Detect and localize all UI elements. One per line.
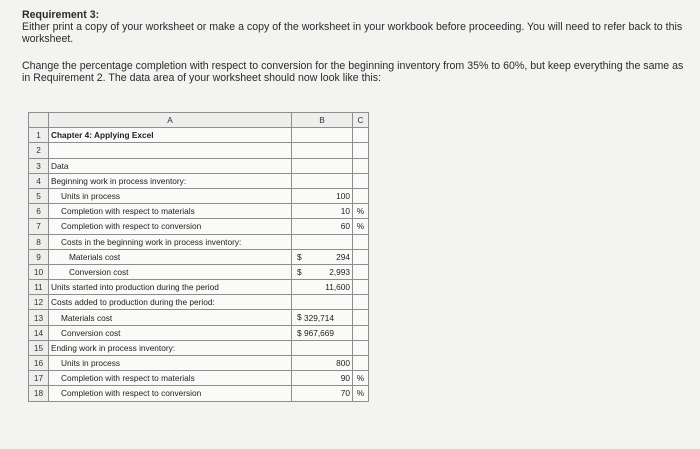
sheet-row — [29, 280, 369, 295]
cell-a-text: Beginning work in process inventory: — [51, 175, 187, 186]
cell-b-value: 10 — [340, 206, 350, 217]
row-number[interactable]: 2 — [29, 143, 49, 158]
sheet-row — [29, 173, 369, 188]
cell-a[interactable] — [49, 386, 292, 401]
sheet-row — [29, 325, 369, 340]
cell-b[interactable] — [292, 219, 353, 234]
cell-b[interactable] — [292, 264, 353, 279]
cell-b-value: 60 — [340, 221, 350, 232]
currency-symbol: $ — [297, 266, 302, 277]
cell-b-value: 70 — [340, 388, 350, 399]
cell-b-value: 2,993 — [329, 266, 350, 277]
cell-a[interactable] — [49, 204, 292, 219]
cell-a[interactable] — [49, 249, 292, 264]
cell-b[interactable] — [292, 188, 353, 203]
sheet-row — [29, 219, 369, 234]
cell-c[interactable] — [353, 295, 369, 310]
cell-c[interactable] — [353, 128, 369, 143]
cell-a-text: Ending work in process inventory: — [51, 342, 176, 353]
cell-a[interactable] — [49, 371, 292, 386]
cell-a-text: Completion with respect to materials — [61, 373, 195, 384]
cell-b[interactable] — [292, 249, 353, 264]
sheet-row — [29, 204, 369, 219]
instructions — [22, 9, 694, 84]
cell-b[interactable] — [292, 204, 353, 219]
column-header-b[interactable]: B — [292, 113, 353, 128]
row-number[interactable]: 13 — [29, 310, 49, 325]
cell-b[interactable] — [292, 234, 353, 249]
row-number[interactable]: 1 — [29, 128, 49, 143]
sheet-row — [29, 371, 369, 386]
cell-a[interactable] — [49, 325, 292, 340]
cell-c[interactable] — [353, 371, 369, 386]
cell-b[interactable] — [292, 128, 353, 143]
worksheet-table — [28, 112, 369, 402]
cell-a[interactable] — [49, 340, 292, 355]
sheet-row — [29, 340, 369, 355]
cell-a-text: Completion with respect to conversion — [61, 388, 202, 399]
cell-a[interactable] — [49, 356, 292, 371]
currency-symbol: $ — [297, 312, 302, 323]
currency-symbol: $ — [297, 251, 302, 262]
cell-c[interactable] — [353, 219, 369, 234]
cell-a-text: Conversion cost — [61, 327, 121, 338]
cell-b-value: 800 — [336, 358, 350, 369]
cell-a-text: Costs added to production during the period: — [51, 297, 215, 308]
cell-c[interactable] — [353, 249, 369, 264]
sheet-row — [29, 310, 369, 325]
cell-b[interactable] — [292, 295, 353, 310]
row-number[interactable]: 16 — [29, 356, 49, 371]
row-number[interactable]: 12 — [29, 295, 49, 310]
cell-b[interactable] — [292, 280, 353, 295]
cell-a-text: Units in process — [61, 358, 121, 369]
cell-a-text: Data — [51, 160, 69, 171]
cell-a-text: Units started into production during the period — [51, 282, 219, 293]
cell-c[interactable] — [353, 340, 369, 355]
cell-b-value: 11,600 — [325, 282, 350, 293]
cell-a-text: Conversion cost — [69, 266, 129, 277]
cell-a[interactable] — [49, 173, 292, 188]
percent-sign: % — [356, 388, 365, 399]
sheet-row — [29, 128, 369, 143]
cell-c[interactable] — [353, 356, 369, 371]
cell-c[interactable] — [353, 158, 369, 173]
cell-a[interactable] — [49, 158, 292, 173]
cell-b[interactable] — [292, 173, 353, 188]
cell-b[interactable] — [292, 158, 353, 173]
percent-sign: % — [356, 373, 365, 384]
sheet-row — [29, 158, 369, 173]
column-header-a[interactable]: A — [49, 113, 292, 128]
cell-c[interactable] — [353, 264, 369, 279]
column-header-c[interactable]: C — [353, 113, 369, 128]
cell-a-text: Materials cost — [69, 251, 121, 262]
cell-c[interactable] — [353, 310, 369, 325]
cell-b-value: 294 — [336, 251, 350, 262]
percent-sign: % — [356, 206, 365, 217]
cell-b-value: 329,714 — [304, 312, 334, 323]
cell-b[interactable] — [292, 356, 353, 371]
cell-b-value: 90 — [340, 373, 350, 384]
row-number[interactable]: 11 — [29, 280, 49, 295]
cell-a[interactable] — [49, 143, 292, 158]
row-number[interactable]: 3 — [29, 158, 49, 173]
corner-cell — [29, 113, 49, 128]
cell-a-text: Units in process — [61, 191, 121, 202]
cell-c[interactable] — [353, 143, 369, 158]
cell-a[interactable] — [49, 295, 292, 310]
cell-a[interactable] — [49, 128, 292, 143]
cell-b-value: 100 — [336, 191, 350, 202]
instruction-line-2: Change the percentage completion with respect to conversion for the beginning inventory from 35% to 60%, but keep everything the same as in Requirement 2. The data area of your worksheet should now look like this: — [22, 60, 684, 84]
percent-sign: % — [356, 221, 365, 232]
cell-b[interactable] — [292, 340, 353, 355]
row-number[interactable]: 6 — [29, 204, 49, 219]
instruction-line-1: Either print a copy of your worksheet or make a copy of the worksheet in your workbook before proceeding. You will need to refer back to this worksheet. — [22, 21, 683, 45]
row-number[interactable]: 4 — [29, 173, 49, 188]
cell-a-text: Completion with respect to materials — [61, 206, 195, 217]
cell-b[interactable] — [292, 310, 353, 325]
sheet-row — [29, 356, 369, 371]
cell-a[interactable] — [49, 264, 292, 279]
sheet-row — [29, 188, 369, 203]
cell-a[interactable] — [49, 219, 292, 234]
cell-c[interactable] — [353, 173, 369, 188]
sheet-row — [29, 386, 369, 401]
row-number[interactable]: 18 — [29, 386, 49, 401]
cell-b[interactable] — [292, 371, 353, 386]
sheet-row — [29, 143, 369, 158]
cell-a-text: Chapter 4: Applying Excel — [51, 130, 154, 141]
currency-symbol: $ — [297, 327, 302, 338]
row-number[interactable]: 8 — [29, 234, 49, 249]
cell-c[interactable] — [353, 188, 369, 203]
cell-c[interactable] — [353, 280, 369, 295]
cell-c[interactable] — [353, 386, 369, 401]
cell-a[interactable] — [49, 188, 292, 203]
cell-c[interactable] — [353, 325, 369, 340]
cell-a[interactable] — [49, 310, 292, 325]
sheet-row — [29, 234, 369, 249]
row-number[interactable]: 10 — [29, 264, 49, 279]
cell-c[interactable] — [353, 204, 369, 219]
cell-a[interactable] — [49, 280, 292, 295]
cell-a-text: Materials cost — [61, 312, 113, 323]
sheet-row — [29, 295, 369, 310]
cell-b[interactable] — [292, 143, 353, 158]
cell-b-value: 967,669 — [304, 327, 334, 338]
cell-a[interactable] — [49, 234, 292, 249]
row-number[interactable]: 9 — [29, 249, 49, 264]
column-header-row — [29, 113, 369, 128]
requirement-heading: Requirement 3: — [22, 9, 100, 21]
row-number[interactable]: 17 — [29, 371, 49, 386]
cell-a-text: Costs in the beginning work in process inventory: — [61, 236, 242, 247]
cell-b[interactable] — [292, 325, 353, 340]
row-number[interactable]: 7 — [29, 219, 49, 234]
row-number[interactable]: 15 — [29, 340, 49, 355]
sheet-row — [29, 264, 369, 279]
cell-c[interactable] — [353, 234, 369, 249]
row-number[interactable]: 14 — [29, 325, 49, 340]
cell-a-text: Completion with respect to conversion — [61, 221, 202, 232]
sheet-row — [29, 249, 369, 264]
row-number[interactable]: 5 — [29, 188, 49, 203]
cell-b[interactable] — [292, 386, 353, 401]
